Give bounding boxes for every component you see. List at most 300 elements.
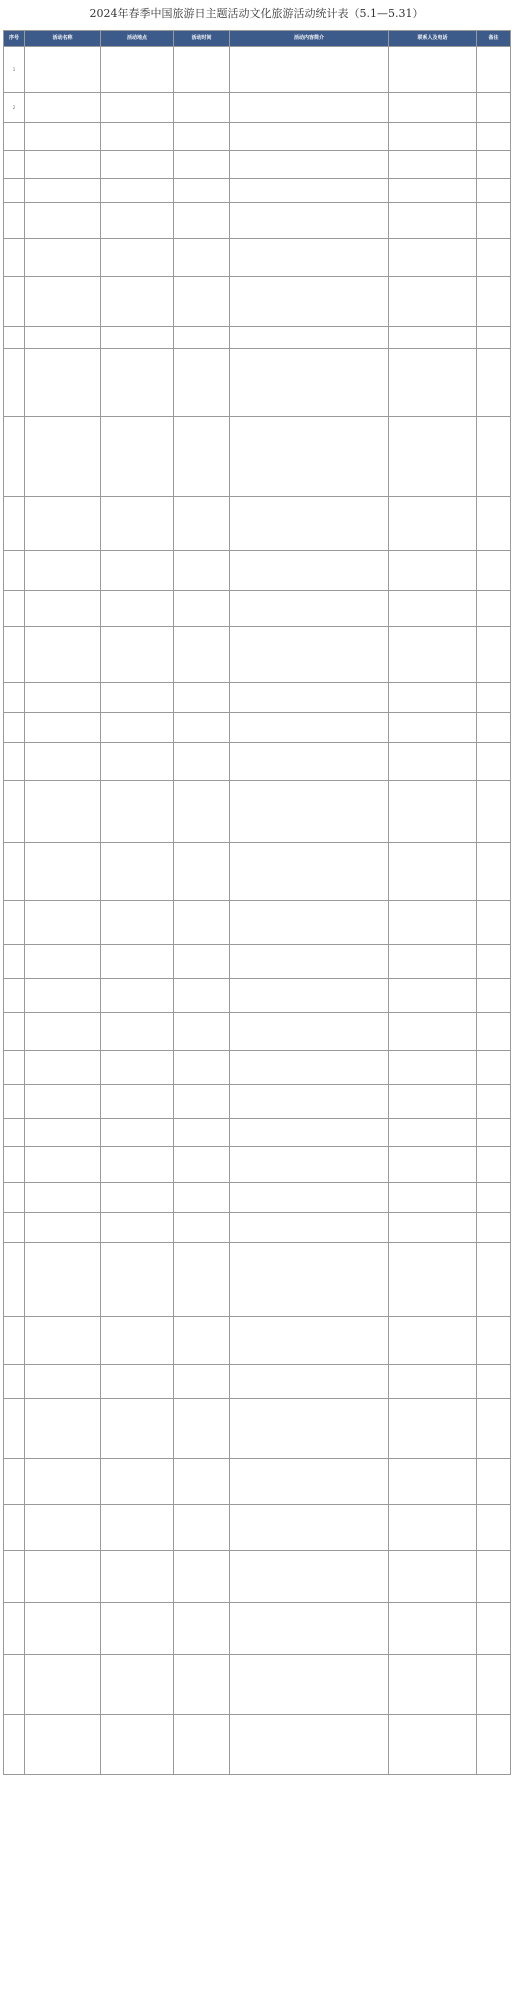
cell-contact [389, 1399, 477, 1459]
cell-time [174, 1013, 230, 1051]
activity-table [3, 30, 511, 1775]
cell-venue [101, 1013, 174, 1051]
header-no: 序号 [4, 31, 25, 47]
cell-no [4, 123, 25, 151]
cell-name [25, 591, 101, 627]
cell-name [25, 179, 101, 203]
cell-name [25, 843, 101, 901]
cell-note [477, 1013, 511, 1051]
cell-no [4, 151, 25, 179]
cell-contact [389, 239, 477, 277]
cell-venue [101, 743, 174, 781]
cell-content [230, 683, 389, 713]
cell-content [230, 1213, 389, 1243]
table-row [4, 239, 511, 277]
cell-venue [101, 1551, 174, 1603]
cell-name [25, 239, 101, 277]
cell-note [477, 497, 511, 551]
cell-content [230, 277, 389, 327]
header-name: 活动名称 [25, 31, 101, 47]
cell-note [477, 1505, 511, 1551]
table-row [4, 551, 511, 591]
cell-no [4, 179, 25, 203]
cell-note [477, 47, 511, 93]
cell-name [25, 1183, 101, 1213]
cell-time [174, 123, 230, 151]
cell-note [477, 627, 511, 683]
cell-contact [389, 979, 477, 1013]
cell-note [477, 781, 511, 843]
cell-time [174, 179, 230, 203]
cell-contact [389, 349, 477, 417]
cell-note [477, 945, 511, 979]
cell-time [174, 277, 230, 327]
table-row [4, 1715, 511, 1775]
cell-no [4, 1459, 25, 1505]
cell-name [25, 123, 101, 151]
cell-contact [389, 1459, 477, 1505]
cell-time [174, 1603, 230, 1655]
cell-name [25, 349, 101, 417]
cell-name [25, 1603, 101, 1655]
cell-contact [389, 1085, 477, 1119]
cell-name [25, 151, 101, 179]
table-row [4, 1459, 511, 1505]
cell-note [477, 151, 511, 179]
cell-contact [389, 627, 477, 683]
cell-no [4, 327, 25, 349]
cell-content [230, 349, 389, 417]
cell-venue [101, 627, 174, 683]
cell-no [4, 1183, 25, 1213]
cell-no [4, 1317, 25, 1365]
cell-content [230, 179, 389, 203]
cell-content [230, 327, 389, 349]
cell-contact [389, 1655, 477, 1715]
cell-time [174, 1399, 230, 1459]
cell-venue [101, 1655, 174, 1715]
cell-no [4, 349, 25, 417]
cell-name [25, 1399, 101, 1459]
table-row [4, 497, 511, 551]
cell-no [4, 1051, 25, 1085]
cell-name [25, 1551, 101, 1603]
header-venue: 活动地点 [101, 31, 174, 47]
cell-venue [101, 683, 174, 713]
cell-contact [389, 1147, 477, 1183]
cell-content [230, 1459, 389, 1505]
cell-venue [101, 591, 174, 627]
cell-venue [101, 843, 174, 901]
cell-note [477, 1317, 511, 1365]
cell-content [230, 743, 389, 781]
cell-note [477, 1243, 511, 1317]
table-row [4, 1505, 511, 1551]
cell-time [174, 1365, 230, 1399]
cell-venue [101, 349, 174, 417]
cell-name [25, 1013, 101, 1051]
cell-venue [101, 1505, 174, 1551]
cell-name [25, 551, 101, 591]
cell-content [230, 93, 389, 123]
cell-time [174, 979, 230, 1013]
cell-time [174, 1317, 230, 1365]
cell-note [477, 591, 511, 627]
table-row [4, 47, 511, 93]
cell-no [4, 1243, 25, 1317]
cell-no [4, 1399, 25, 1459]
cell-no [4, 1551, 25, 1603]
cell-no [4, 1655, 25, 1715]
cell-note [477, 349, 511, 417]
cell-no [4, 683, 25, 713]
cell-name [25, 901, 101, 945]
cell-name [25, 1085, 101, 1119]
cell-venue [101, 497, 174, 551]
cell-note [477, 1365, 511, 1399]
cell-content [230, 47, 389, 93]
cell-time [174, 1243, 230, 1317]
cell-time [174, 591, 230, 627]
cell-no [4, 1213, 25, 1243]
cell-venue [101, 945, 174, 979]
cell-time [174, 1213, 230, 1243]
cell-time [174, 349, 230, 417]
cell-time [174, 1655, 230, 1715]
cell-content [230, 843, 389, 901]
cell-no [4, 1603, 25, 1655]
cell-contact [389, 123, 477, 151]
cell-name [25, 781, 101, 843]
cell-time [174, 1459, 230, 1505]
cell-content [230, 1551, 389, 1603]
cell-no [4, 591, 25, 627]
cell-content [230, 151, 389, 179]
table-row [4, 843, 511, 901]
cell-note [477, 1399, 511, 1459]
cell-name [25, 417, 101, 497]
cell-name [25, 979, 101, 1013]
cell-contact [389, 203, 477, 239]
cell-content [230, 945, 389, 979]
cell-note [477, 239, 511, 277]
cell-time [174, 93, 230, 123]
cell-content [230, 1183, 389, 1213]
cell-name [25, 743, 101, 781]
cell-note [477, 1085, 511, 1119]
cell-no [4, 901, 25, 945]
table-header-row [4, 31, 511, 47]
cell-name [25, 497, 101, 551]
cell-contact [389, 781, 477, 843]
table-row [4, 979, 511, 1013]
cell-contact [389, 1213, 477, 1243]
cell-no [4, 497, 25, 551]
cell-venue [101, 713, 174, 743]
cell-no [4, 781, 25, 843]
cell-time [174, 203, 230, 239]
cell-time [174, 417, 230, 497]
cell-time [174, 743, 230, 781]
cell-content [230, 591, 389, 627]
cell-content [230, 203, 389, 239]
cell-contact [389, 417, 477, 497]
cell-name [25, 47, 101, 93]
cell-no [4, 1119, 25, 1147]
cell-time [174, 683, 230, 713]
cell-name [25, 1213, 101, 1243]
cell-content [230, 1147, 389, 1183]
cell-name [25, 203, 101, 239]
cell-note [477, 1119, 511, 1147]
cell-note [477, 1147, 511, 1183]
cell-name [25, 1147, 101, 1183]
cell-contact [389, 327, 477, 349]
table-row [4, 123, 511, 151]
table-row [4, 1551, 511, 1603]
cell-name [25, 1459, 101, 1505]
cell-venue [101, 979, 174, 1013]
cell-no [4, 1013, 25, 1051]
cell-note [477, 1183, 511, 1213]
cell-contact [389, 1119, 477, 1147]
table-row [4, 1243, 511, 1317]
cell-venue [101, 901, 174, 945]
cell-venue [101, 47, 174, 93]
header-note: 备注 [477, 31, 511, 47]
cell-no [4, 713, 25, 743]
cell-contact [389, 47, 477, 93]
cell-contact [389, 843, 477, 901]
cell-content [230, 417, 389, 497]
cell-no [4, 1147, 25, 1183]
cell-no [4, 551, 25, 591]
cell-note [477, 979, 511, 1013]
cell-venue [101, 1365, 174, 1399]
cell-note [477, 179, 511, 203]
cell-contact [389, 683, 477, 713]
cell-time [174, 239, 230, 277]
cell-time [174, 843, 230, 901]
cell-venue [101, 179, 174, 203]
cell-no [4, 1365, 25, 1399]
cell-venue [101, 277, 174, 327]
cell-venue [101, 1183, 174, 1213]
cell-content [230, 1505, 389, 1551]
cell-venue [101, 327, 174, 349]
cell-contact [389, 713, 477, 743]
cell-note [477, 327, 511, 349]
cell-time [174, 1051, 230, 1085]
cell-no: 2 [4, 93, 25, 123]
cell-content [230, 1655, 389, 1715]
cell-content [230, 1051, 389, 1085]
table-row [4, 1213, 511, 1243]
cell-venue [101, 1147, 174, 1183]
cell-name [25, 683, 101, 713]
cell-name [25, 945, 101, 979]
table-row [4, 1365, 511, 1399]
cell-time [174, 1715, 230, 1775]
cell-note [477, 1213, 511, 1243]
cell-no [4, 979, 25, 1013]
cell-content [230, 1399, 389, 1459]
cell-contact [389, 1051, 477, 1085]
table-row [4, 93, 511, 123]
cell-content [230, 497, 389, 551]
cell-time [174, 1085, 230, 1119]
cell-venue [101, 1085, 174, 1119]
cell-name [25, 627, 101, 683]
table-row [4, 901, 511, 945]
cell-name [25, 327, 101, 349]
document-title: 2024年春季中国旅游日主题活动文化旅游活动统计表（5.1—5.31） [89, 7, 424, 20]
cell-no [4, 1715, 25, 1775]
cell-note [477, 93, 511, 123]
table-row [4, 1085, 511, 1119]
cell-note [477, 123, 511, 151]
cell-time [174, 1119, 230, 1147]
table-row [4, 1655, 511, 1715]
table-row [4, 203, 511, 239]
table-row [4, 1399, 511, 1459]
cell-content [230, 1317, 389, 1365]
header-time: 活动时间 [174, 31, 230, 47]
cell-content [230, 979, 389, 1013]
cell-content [230, 901, 389, 945]
cell-no [4, 277, 25, 327]
cell-contact [389, 1317, 477, 1365]
table-row [4, 945, 511, 979]
table-row [4, 1317, 511, 1365]
cell-note [477, 901, 511, 945]
table-row [4, 781, 511, 843]
cell-venue [101, 417, 174, 497]
cell-no [4, 239, 25, 277]
cell-note [477, 1715, 511, 1775]
cell-name [25, 93, 101, 123]
cell-venue [101, 1399, 174, 1459]
cell-venue [101, 123, 174, 151]
cell-note [477, 843, 511, 901]
table-row [4, 151, 511, 179]
cell-contact [389, 1243, 477, 1317]
cell-content [230, 239, 389, 277]
cell-contact [389, 179, 477, 203]
cell-time [174, 1183, 230, 1213]
cell-no [4, 417, 25, 497]
cell-content [230, 627, 389, 683]
table-row [4, 1603, 511, 1655]
cell-time [174, 1551, 230, 1603]
table-row [4, 743, 511, 781]
cell-content [230, 1603, 389, 1655]
cell-name [25, 1715, 101, 1775]
cell-time [174, 781, 230, 843]
cell-no [4, 627, 25, 683]
cell-time [174, 945, 230, 979]
cell-contact [389, 945, 477, 979]
cell-note [477, 551, 511, 591]
cell-contact [389, 1365, 477, 1399]
cell-time [174, 327, 230, 349]
cell-content [230, 713, 389, 743]
cell-time [174, 713, 230, 743]
cell-content [230, 1013, 389, 1051]
cell-no [4, 743, 25, 781]
table-row [4, 1119, 511, 1147]
cell-no [4, 203, 25, 239]
cell-note [477, 743, 511, 781]
cell-note [477, 1459, 511, 1505]
table-row [4, 1051, 511, 1085]
cell-contact [389, 277, 477, 327]
cell-time [174, 151, 230, 179]
cell-note [477, 1051, 511, 1085]
cell-content [230, 1365, 389, 1399]
cell-venue [101, 203, 174, 239]
cell-note [477, 417, 511, 497]
cell-venue [101, 551, 174, 591]
table-row [4, 1183, 511, 1213]
cell-no [4, 1505, 25, 1551]
cell-venue [101, 1213, 174, 1243]
cell-content [230, 551, 389, 591]
cell-note [477, 203, 511, 239]
cell-time [174, 551, 230, 591]
cell-venue [101, 1119, 174, 1147]
cell-contact [389, 93, 477, 123]
cell-content [230, 1119, 389, 1147]
cell-venue [101, 1603, 174, 1655]
cell-note [477, 713, 511, 743]
cell-name [25, 713, 101, 743]
table-row [4, 417, 511, 497]
cell-content [230, 123, 389, 151]
cell-name [25, 1051, 101, 1085]
cell-content [230, 1243, 389, 1317]
cell-no [4, 843, 25, 901]
cell-time [174, 497, 230, 551]
cell-name [25, 1655, 101, 1715]
table-row [4, 349, 511, 417]
table-row [4, 327, 511, 349]
cell-note [477, 683, 511, 713]
cell-name [25, 1365, 101, 1399]
header-content: 活动内容简介 [230, 31, 389, 47]
table-row [4, 1147, 511, 1183]
table-body [4, 47, 511, 1775]
cell-note [477, 1551, 511, 1603]
cell-venue [101, 1317, 174, 1365]
cell-contact [389, 551, 477, 591]
cell-name [25, 1119, 101, 1147]
table-row [4, 179, 511, 203]
cell-note [477, 1603, 511, 1655]
table-row [4, 591, 511, 627]
cell-no [4, 1085, 25, 1119]
cell-time [174, 1505, 230, 1551]
cell-contact [389, 1603, 477, 1655]
table-row [4, 713, 511, 743]
table-row [4, 1013, 511, 1051]
cell-time [174, 627, 230, 683]
cell-contact [389, 743, 477, 781]
cell-time [174, 1147, 230, 1183]
table-row [4, 277, 511, 327]
cell-venue [101, 1715, 174, 1775]
cell-name [25, 277, 101, 327]
